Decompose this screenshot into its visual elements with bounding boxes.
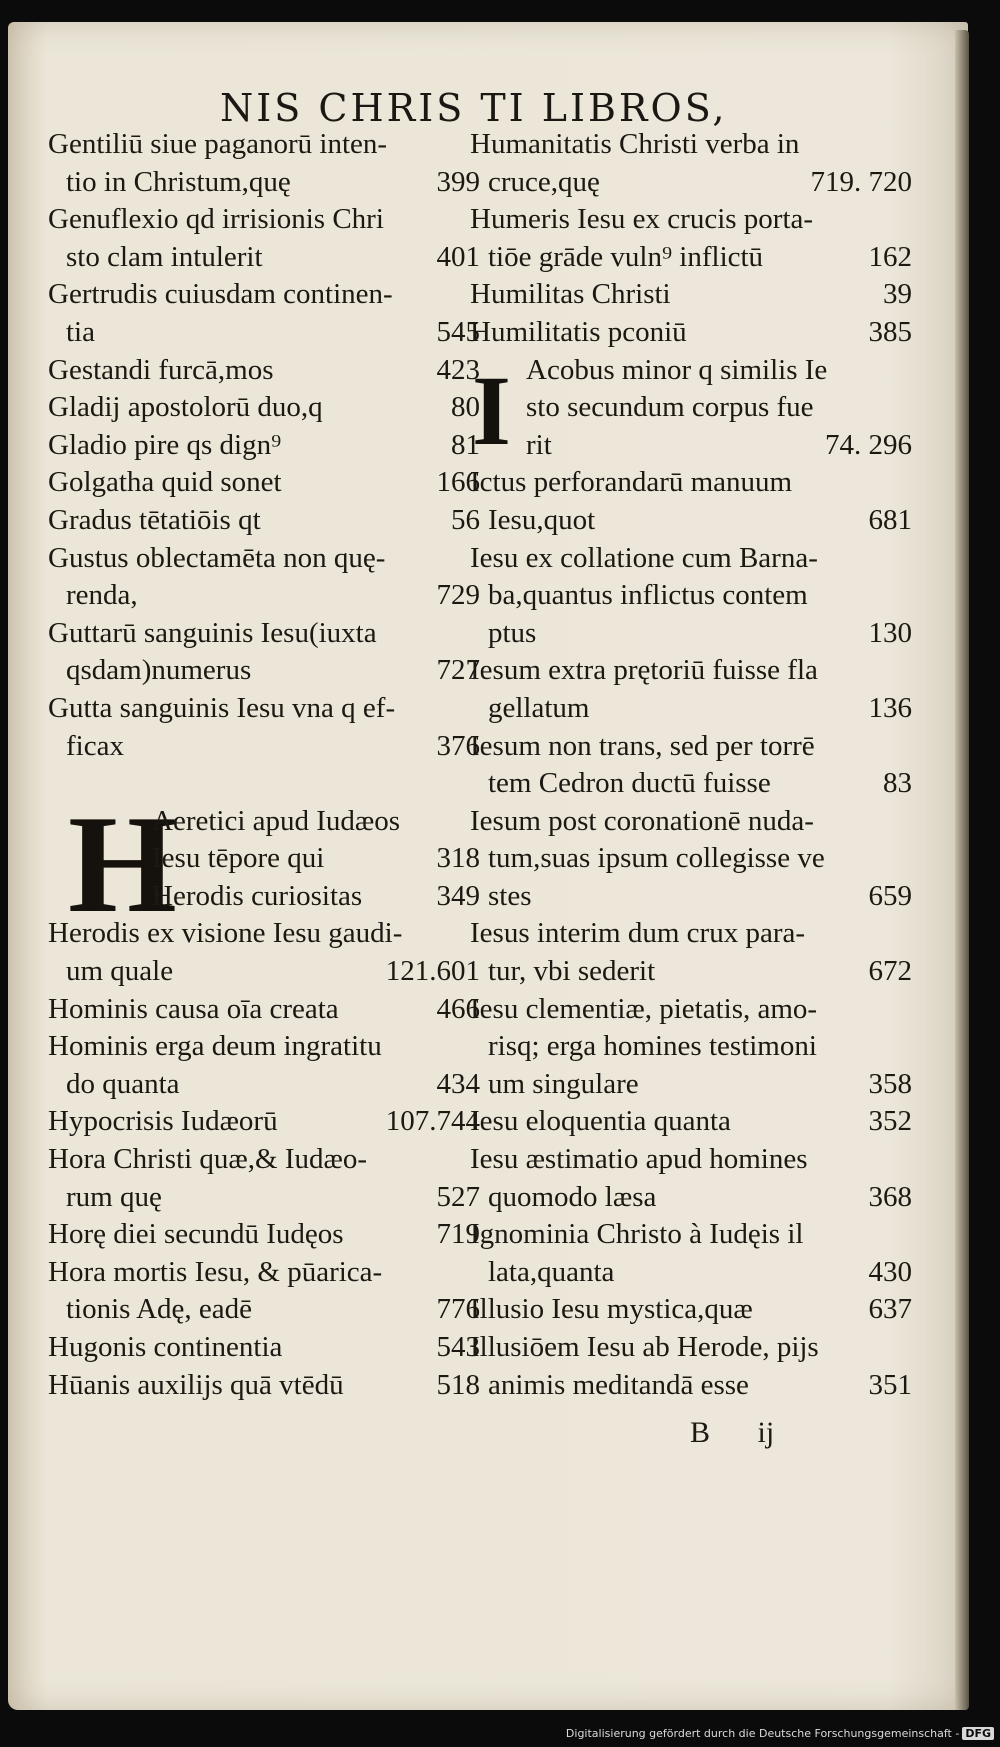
entry-page-number: 121.601 xyxy=(385,955,480,988)
entry-text: Gentiliū siue paganorū inten- xyxy=(48,128,388,160)
entry-text: Aeretici apud Iudæos xyxy=(152,804,401,837)
index-entry xyxy=(48,1329,480,1367)
entry-text: Guttarū sanguinis Iesu(iuxta xyxy=(48,616,377,649)
entry-page-number: 130 xyxy=(868,616,912,649)
entry-page-number: 401 xyxy=(436,240,480,273)
entry-text: renda, xyxy=(66,579,138,612)
entry-page-number: 430 xyxy=(868,1255,912,1288)
entry-text: Illusiōem Iesu ab Herode, pijs xyxy=(470,1331,819,1363)
entry-page-number: 107.744 xyxy=(385,1105,480,1138)
entry-page-number: 166 xyxy=(436,466,480,499)
entry-page-number: 81 xyxy=(451,428,480,461)
index-entry xyxy=(48,1216,480,1254)
entry-text: tio in Christum,quę xyxy=(66,165,291,198)
index-entry xyxy=(470,126,912,164)
index-entry xyxy=(470,840,912,878)
entry-page-number: 376 xyxy=(436,729,480,762)
entry-page-number: 659 xyxy=(868,879,912,912)
entry-text: Iesu ex collatione cum Barna- xyxy=(470,541,818,574)
entry-page-number: 83 xyxy=(883,767,912,800)
index-entry xyxy=(48,615,480,653)
index-entry xyxy=(470,1179,912,1217)
index-entry xyxy=(48,1179,480,1217)
digitization-credit xyxy=(566,1727,994,1740)
index-entry xyxy=(470,765,912,803)
entry-page-number: 352 xyxy=(868,1105,912,1138)
index-entry xyxy=(48,126,480,164)
entry-text: ficax xyxy=(66,729,124,762)
entry-text: Iesu,quot xyxy=(488,503,596,536)
entry-text: Gutta sanguinis Iesu vna q ef- xyxy=(48,691,396,724)
index-entry xyxy=(48,1254,480,1292)
index-entry xyxy=(470,427,912,465)
index-entry xyxy=(48,991,480,1029)
index-entry xyxy=(470,1367,912,1405)
entry-text: stes xyxy=(488,879,532,912)
signature-mark: B ij xyxy=(690,1416,775,1449)
entry-page-number: 39 xyxy=(883,278,912,311)
entry-page-number: 672 xyxy=(868,955,912,988)
entry-text: Gladio pire qs dign⁹ xyxy=(48,428,282,461)
entry-page-number: 74. 296 xyxy=(825,428,912,461)
index-entry xyxy=(48,577,480,615)
index-entry xyxy=(470,239,912,277)
index-entry xyxy=(48,540,480,578)
index-entry xyxy=(48,1141,480,1179)
index-entry xyxy=(470,314,912,352)
index-entry xyxy=(470,878,912,916)
index-entry xyxy=(470,540,912,578)
entry-text: Hora Christi quæ,& Iudæo- xyxy=(48,1143,367,1176)
entry-page-number: 162 xyxy=(868,240,912,273)
index-entry xyxy=(48,389,480,427)
index-entry xyxy=(470,389,912,427)
entry-page-number: 434 xyxy=(436,1067,480,1100)
entry-text: um quale xyxy=(66,955,174,988)
entry-text: Gradus tētatiōis qt xyxy=(48,503,261,536)
entry-text: Iesu tēpore qui xyxy=(152,842,325,875)
entry-text: Humilitas Christi xyxy=(470,278,671,311)
index-entry xyxy=(470,1254,912,1292)
entry-text: Gertrudis cuiusdam continen- xyxy=(48,278,393,311)
index-entry xyxy=(470,953,912,991)
entry-page-number: 136 xyxy=(868,691,912,724)
entry-text: Horę diei secundū Iudęos xyxy=(48,1218,344,1251)
entry-text: Hominis erga deum ingratitu xyxy=(48,1030,382,1063)
index-entry xyxy=(470,615,912,653)
entry-text: Iesus interim dum crux para- xyxy=(470,917,806,950)
entry-text: Illusio Iesu mystica,quæ xyxy=(470,1293,753,1326)
entry-text: tum,suas ipsum collegisse ve xyxy=(488,842,825,875)
index-entry xyxy=(48,314,480,352)
entry-text: Gestandi furcā,mos xyxy=(48,353,274,386)
index-entry xyxy=(48,803,480,841)
entry-text: do quanta xyxy=(66,1067,180,1100)
entry-text: Humilitatis pconiū xyxy=(470,315,687,348)
entry-text: rit xyxy=(526,428,552,461)
entry-text: Gladij apostolorū duo,q xyxy=(48,391,323,424)
entry-text: Golgatha quid sonet xyxy=(48,466,282,499)
index-entry xyxy=(48,840,480,878)
index-entry xyxy=(470,652,912,690)
entry-text: Genuflexio qd irrisionis Chri xyxy=(48,203,384,236)
index-entry xyxy=(470,991,912,1029)
entry-text: Ignominia Christo à Iudęis il xyxy=(470,1218,804,1251)
entry-text: Iesum non trans, sed per torrē xyxy=(470,729,815,762)
index-entry xyxy=(48,1028,480,1066)
entry-page-number: 56 xyxy=(451,503,480,536)
entry-page-number: 80 xyxy=(451,391,480,424)
entry-page-number: 385 xyxy=(868,315,912,348)
entry-page-number: 729 xyxy=(436,579,480,612)
index-entry xyxy=(470,803,912,841)
index-entry xyxy=(48,652,480,690)
entry-text: Iesu clementiæ, pietatis, amo- xyxy=(470,992,818,1025)
entry-text: Herodis ex visione Iesu gaudi- xyxy=(48,917,403,950)
section-h xyxy=(48,786,480,1405)
index-entry xyxy=(48,1103,480,1141)
index-entry xyxy=(48,239,480,277)
index-entry xyxy=(470,1216,912,1254)
entry-text: Iesum extra prętoriū fuisse fla xyxy=(470,654,818,687)
entry-page-number: 518 xyxy=(436,1368,480,1401)
index-entry xyxy=(470,201,912,239)
page-edge-shadow xyxy=(955,30,969,1710)
entry-text: cruce,quę xyxy=(488,165,600,198)
entry-page-number: 727 xyxy=(436,654,480,687)
entry-text: Hugonis continentia xyxy=(48,1331,283,1363)
index-entry xyxy=(48,1066,480,1104)
entry-page-number: 318 xyxy=(436,842,480,875)
index-entry xyxy=(48,915,480,953)
index-entry xyxy=(48,352,480,390)
entry-text: Hūanis auxilijs quā vtēdū xyxy=(48,1368,344,1401)
entry-text: Gustus oblectamēta non quę- xyxy=(48,541,386,574)
index-entry xyxy=(470,1141,912,1179)
entry-page-number: 368 xyxy=(868,1180,912,1213)
entry-text: sto clam intulerit xyxy=(66,240,263,273)
section-i xyxy=(470,352,912,465)
entry-page-number: 527 xyxy=(436,1180,480,1213)
entry-text: Iesu æstimatio apud homines xyxy=(470,1143,808,1176)
entry-text: Iesu eloquentia quanta xyxy=(470,1105,731,1138)
index-entry xyxy=(48,427,480,465)
entry-text: Acobus minor q similis Ie xyxy=(526,353,828,386)
index-column-left xyxy=(48,126,480,1404)
entry-page-number: 776 xyxy=(436,1293,480,1326)
entry-text: tionis Adę, eadē xyxy=(66,1293,253,1326)
entry-text: gellatum xyxy=(488,691,590,724)
running-title: NIS CHRIS TI LIBROS, xyxy=(220,86,728,130)
index-entry xyxy=(48,690,480,728)
index-entry xyxy=(48,878,480,916)
entry-text: quomodo læsa xyxy=(488,1180,657,1213)
entry-text: risq; erga homines testimoni xyxy=(488,1030,817,1063)
dfg-logo: DFG xyxy=(962,1727,994,1740)
entry-text: qsdam)numerus xyxy=(66,654,252,687)
index-entry xyxy=(470,915,912,953)
entry-page-number: 719. 720 xyxy=(810,165,912,198)
entry-text: Hora mortis Iesu, & pūarica- xyxy=(48,1255,383,1288)
index-column-right xyxy=(470,126,912,1404)
entry-text: Ictus perforandarū manuum xyxy=(470,466,793,499)
entry-page-number: 351 xyxy=(868,1368,912,1401)
entry-text: rum quę xyxy=(66,1180,162,1213)
entry-text: Iesum post coronationē nuda- xyxy=(470,804,814,837)
entry-text: Hypocrisis Iudæorū xyxy=(48,1105,278,1138)
entry-page-number: 681 xyxy=(868,503,912,536)
entry-page-number: 399 xyxy=(436,165,480,198)
entry-text: tia xyxy=(66,315,95,348)
index-entry xyxy=(470,1066,912,1104)
entry-text: tiōe grāde vuln⁹ inflictū xyxy=(488,240,764,273)
entry-text: um singulare xyxy=(488,1067,639,1100)
index-entry xyxy=(470,577,912,615)
entry-text: Humeris Iesu ex crucis porta- xyxy=(470,203,814,236)
index-entry xyxy=(48,164,480,202)
index-entry xyxy=(470,464,912,502)
entry-text: lata,quanta xyxy=(488,1255,615,1288)
drop-cap-i: I xyxy=(472,354,511,466)
entry-text: Hominis causa oīa creata xyxy=(48,992,339,1025)
entry-page-number: 423 xyxy=(436,353,480,386)
index-entry xyxy=(470,728,912,766)
entry-page-number: 349 xyxy=(436,879,480,912)
index-entry xyxy=(470,1028,912,1066)
index-entry xyxy=(48,728,480,766)
entry-page-number: 545 xyxy=(436,315,480,348)
entry-page-number: 543 xyxy=(436,1331,480,1363)
index-entry xyxy=(48,502,480,540)
entry-text: tur, vbi sederit xyxy=(488,955,656,988)
entry-page-number: 358 xyxy=(868,1067,912,1100)
index-entry xyxy=(48,276,480,314)
index-entry xyxy=(48,1367,480,1405)
index-entry xyxy=(470,502,912,540)
index-entry xyxy=(470,352,912,390)
index-entry xyxy=(470,1103,912,1141)
index-entry xyxy=(470,690,912,728)
entry-text: animis meditandā esse xyxy=(488,1368,749,1401)
entry-text: sto secundum corpus fue xyxy=(526,391,814,424)
entry-page-number: 637 xyxy=(868,1293,912,1326)
entry-text: ba,quantus inflictus contem xyxy=(488,579,808,612)
entry-text: tem Cedron ductū fuisse xyxy=(488,767,771,800)
entry-text: Humanitatis Christi verba in xyxy=(470,128,800,160)
entry-text: ptus xyxy=(488,616,537,649)
index-entry xyxy=(48,953,480,991)
index-entry xyxy=(48,1291,480,1329)
index-entry xyxy=(48,201,480,239)
index-entry xyxy=(470,1291,912,1329)
drop-cap-h: H xyxy=(68,786,177,942)
index-entry xyxy=(470,164,912,202)
entry-page-number: 719 xyxy=(436,1218,480,1251)
index-entry xyxy=(48,464,480,502)
index-entry xyxy=(470,276,912,314)
entry-text: Herodis curiositas xyxy=(152,879,363,912)
index-entry xyxy=(470,1329,912,1367)
credit-text: Digitalisierung gefördert durch die Deutsche Forschungsgemeinschaft - xyxy=(565,1727,960,1740)
entry-page-number: 466 xyxy=(436,992,480,1025)
